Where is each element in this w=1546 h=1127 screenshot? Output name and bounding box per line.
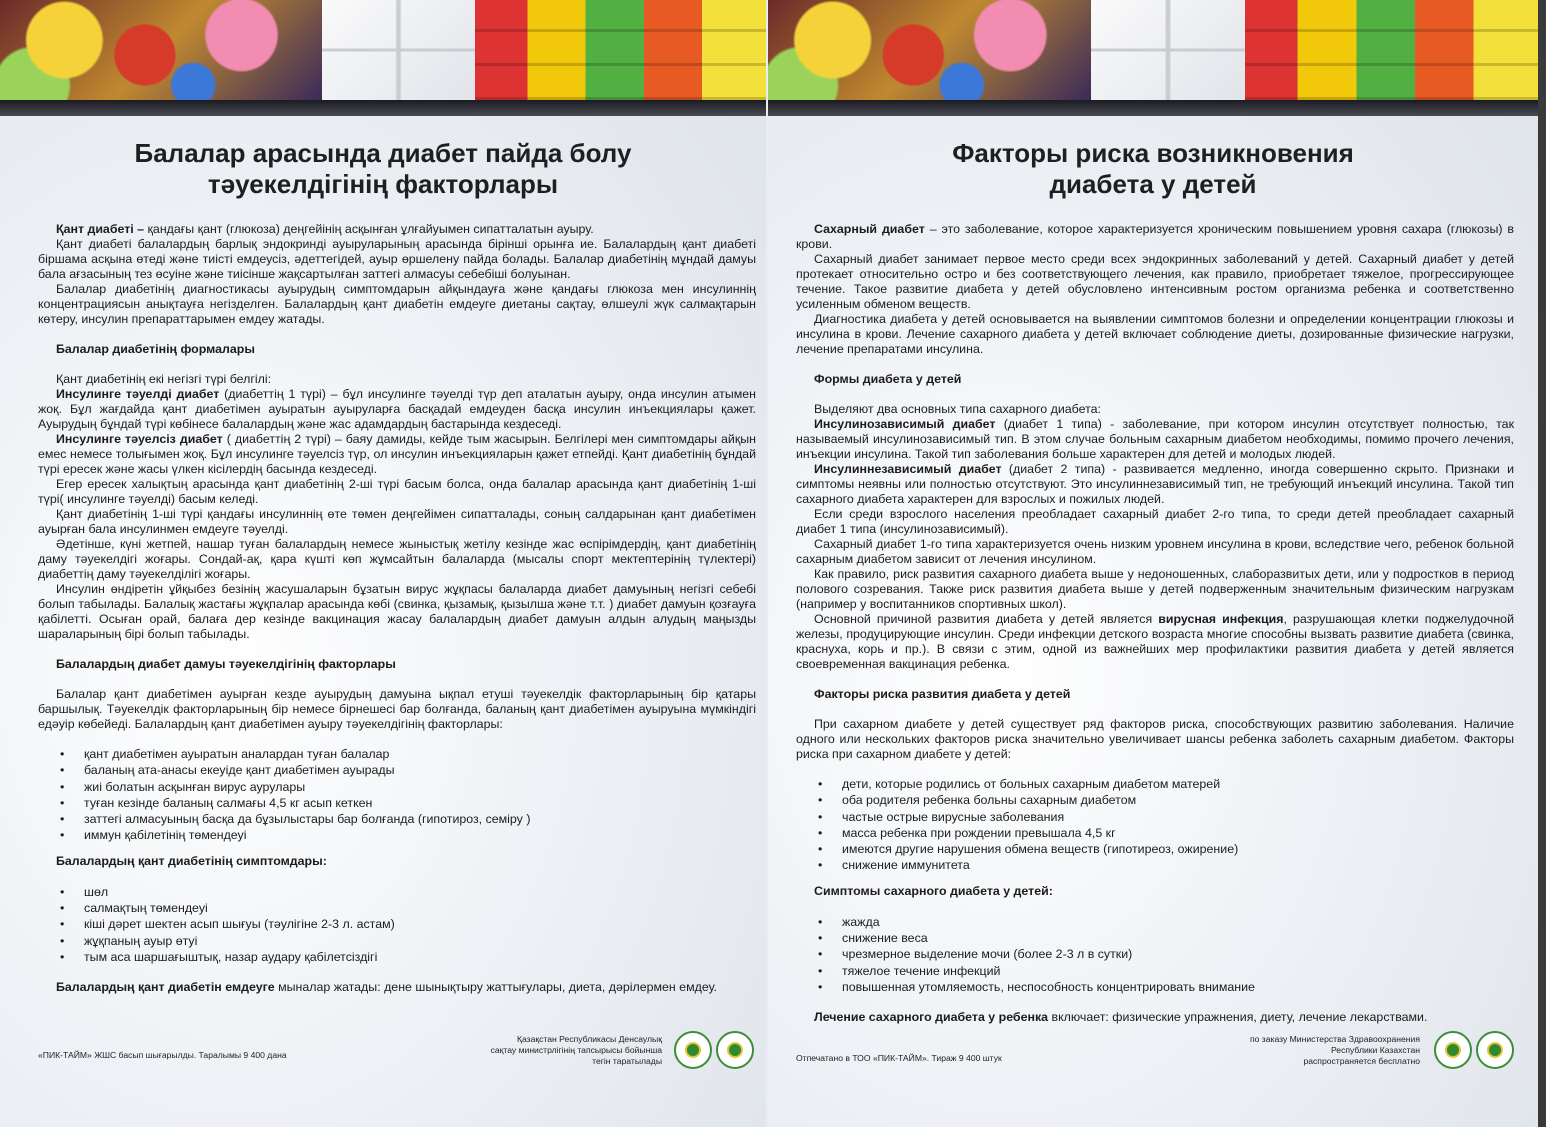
- list-item: • жиі болатын асқынған вирус аурулары: [84, 779, 756, 795]
- paragraph: Выделяют два основных типа сахарного диабета:: [814, 402, 1101, 416]
- list-item: • жажда: [842, 914, 1514, 930]
- symptoms-heading: Симптомы сахарного диабета у детей:: [814, 883, 1053, 898]
- intro-section: [796, 222, 1514, 357]
- forms-heading: Балалар диабетінің формалары: [56, 342, 255, 356]
- paragraph: Если среди взрослого населения преобладает сахарный диабет 2-го типа, то среди детей преобладает сахарный диабет 1 типа (инсулинозависимый).: [796, 507, 1514, 536]
- list-item: • баланың ата-анасы екеуіде қант диабетімен ауырады: [84, 762, 756, 778]
- list-item: • шөл: [84, 884, 756, 900]
- risk-heading: Факторы риска развития диабета у детей: [814, 687, 1071, 701]
- page-title: Факторы риска возникновения диабета у детей: [952, 138, 1354, 199]
- candy-banner-image: [0, 0, 766, 100]
- paragraph: Инсулинге тәуелсіз диабет ( диабеттің 2 түрі) – баяу дамиды, кейде тым жасырын. Белгілері мен симптомдары айқын емес немесе толығымен жоқ. Бұл инсулинге тәуелсіз түр, ол инсулин инъекцияларын қажет етпейді. Қант диабетінің бұндай түрі ересек және жасы үлкен кісілердің басында кездеседі.: [38, 432, 756, 476]
- list-item: • масса ребенка при рождении превышала 4,5 кг: [842, 825, 1514, 841]
- paragraph: Сахарный диабет – это заболевание, которое характеризуется хроническим повышением уровня сахара (глюкозы) в крови.: [796, 222, 1514, 251]
- printer-note: «ПИК-ТАЙМ» ЖШС басып шығарылды. Таралымы 9 400 дана: [38, 1050, 287, 1060]
- paragraph: Қант диабеті балалардың барлық эндокринді ауыруларының арасында бірінші орынға ие. Балалардың қант диабеті біршама асқына өтеді және тиісті емдеусіз, әдеттегідей, ауыр өршелену пайда болады. Балалар диабетінің мұндай дамуы бала ағзасының тез өсуіне және тиісінше жақсартылған заттегі алмасуы себебіші болуынан.: [38, 237, 756, 281]
- banner-band: [0, 100, 766, 116]
- distribution-note: Қазақстан Республикасы Денсаулық сақтау министрлігінің тапсырысы бойынша тегін таратылады: [490, 1034, 662, 1066]
- paragraph: Инсулинозависимый диабет (диабет 1 типа) - заболевание, при котором инсулин отсутствует полностью, так называемый инсулинозависимый тип. В этом случае больным сахарным диабетом необходимы, помимо прочего лечения, инъекции инсулина. Такой тип заболевания больше характерен для детей и молодых людей.: [796, 417, 1514, 461]
- paragraph: Қант диабеті – қандағы қант (глюкоза) деңгейінің асқынған ұлғайуымен сипатталатын ауыру.: [56, 222, 594, 236]
- list-item: • туған кезінде баланың салмағы 4,5 кг асып кеткен: [84, 795, 756, 811]
- risk-list: [796, 776, 1514, 874]
- article-body: [38, 222, 756, 995]
- list-item: • иммун қабілетінің төмендеуі: [84, 827, 756, 843]
- paragraph: Әдетінше, күні жетпей, нашар туған балалардың немесе жыныстық жетілу кезінде жас өспірімдердің, қант диабетінің даму тәуекелдігі жоғары. Сондай-ақ, қара күшті көп жұмсайтын балаларда (мысалы спорт мектептерінің түлектері) диабеттің даму тәуекелділігі жоғары.: [38, 537, 756, 581]
- symptom-list: [796, 914, 1514, 995]
- symptom-list: [38, 884, 756, 965]
- scan-edge: [1538, 0, 1546, 1127]
- list-item: • салмақтың төмендеуі: [84, 900, 756, 916]
- paragraph: Инсулинге тәуелді диабет (диабеттің 1 түрі) – бұл инсулинге тәуелді түр деп аталатын ауыру, онда инсулин атымен жоқ. Бұл жағдайда қант диабетімен ауыратын ауыруларға басқадай емдеуден басқа инсулин инъекциялары қажет. Ауырудың бұндай түрі көбінесе балалардың және жас адамдардың бастарында кездеседі.: [38, 387, 756, 431]
- list-item: • частые острые вирусные заболевания: [842, 809, 1514, 825]
- distribution-note: по заказу Министерства Здравоохранения Республики Казахстан распространяется бесплатно: [1249, 1034, 1420, 1066]
- paragraph: Қант диабетінің екі негізгі түрі белгілі:: [56, 372, 272, 386]
- paragraph: Диагностика диабета у детей основывается на выявлении симптомов болезни и определении концентрации глюкозы и инсулина в крови. Лечение сахарного диабета у детей включает соблюдение диеты, дозированные физические нагрузки, лечение препаратами инсулина.: [796, 312, 1514, 356]
- health-emblem-icon: [716, 1031, 754, 1069]
- list-item: • дети, которые родились от больных сахарным диабетом матерей: [842, 776, 1514, 792]
- printer-note: Отпечатано в ТОО «ПИК-ТАЙМ». Тираж 9 400 штук: [796, 1053, 1002, 1063]
- forms-heading: Формы диабета у детей: [814, 372, 962, 386]
- paragraph: Егер ересек халықтың арасында қант диабетінің 2-ші түрі басым болса, онда балалар арасында қант диабетінің 1-ші түрі( инсулинге тәуелді) басым келеді.: [38, 477, 756, 506]
- symptoms-heading: Балалардың қант диабетінің симптомдары:: [56, 853, 327, 868]
- paragraph: Инсулиннезависимый диабет (диабет 2 типа) - развивается медленно, иногда совершенно скрыто. Признаки и симптомы неявны или полностью отсутствуют. Это инсулиннезависимый тип, не требующий инъекций инсулина. Такой тип сахарного диабета характерен для взрослых и пожилых людей.: [796, 462, 1514, 506]
- list-item: • снижение веса: [842, 930, 1514, 946]
- page-title: Балалар арасында диабет пайда болу тәуекелдігінің факторлары: [134, 138, 632, 199]
- risk-intro: При сахарном диабете у детей существует ряд факторов риска, способствующих развитию заболевания. Наличие одного или нескольких факторов риска значительно увеличивает шансы ребенка заболеть сахарным диабетом. Факторы риска при сахарном диабете у детей:: [796, 717, 1514, 761]
- list-item: • жұқпаның ауыр өтуі: [84, 933, 756, 949]
- list-item: • оба родителя ребенка больны сахарным диабетом: [842, 792, 1514, 808]
- paragraph: Балалар диабетінің диагностикасы ауырудың симптомдарын айқындауға және қандағы глюкоза мен инсулиннің концентрациясын анықтауға негізделген. Балалардың қант диабетін емдеуге диетаны сақтау, өлшеулі жүк салмақтарын көтеру, инсулин препараттарымен емдеу жатады.: [38, 282, 756, 326]
- health-emblem-icon: [1476, 1031, 1514, 1069]
- paragraph: Основной причиной развития диабета у детей является вирусная инфекция, разрушающая клетки поджелудочной железы, продуцирующие инсулин. Среди инфекции детского возраста многие способны вызвать развитие диабета (свинка, краснуха, корь и пр.). В связи с этим, одной из важнейших мер профилактики развития диабета у детей является своевременная вакцинация ребенка.: [796, 612, 1514, 671]
- list-item: • чрезмерное выделение мочи (более 2-3 л в сутки): [842, 946, 1514, 962]
- ministry-logo-icon: [1434, 1031, 1472, 1069]
- list-item: • повышенная утомляемость, неспособность концентрировать внимание: [842, 979, 1514, 995]
- risk-heading: Балалардың диабет дамуы тәуекелдігінің факторлары: [56, 657, 396, 671]
- paragraph: Қант диабетінің 1-ші түрі қандағы инсулиннің өте төмен деңгейімен сипатталады, соның салдарынан қант диабетімен ауырған бала инсулинмен емдеуге тәуелді.: [38, 507, 756, 536]
- left-page: [0, 0, 766, 1127]
- paragraph: Инсулин өндіретін ұйқыбез безінің жасушаларын бұзатын вирус жұқпасы балаларда диабет дамуының негізгі себебі болып табылады. Балалық жастағы жұқпалар арасында көбі (свинка, қызамық, қызылша және т.т. ) диабет дамуын қозғауға қабілетті. Осыған орай, балаға дер кезінде вакцинация жасау балалардың диабет дамуын алдын алудың маңызды шараларының бірі болып табылады.: [38, 582, 756, 641]
- ministry-logo-icon: [674, 1031, 712, 1069]
- list-item: • заттегі алмасуының басқа да бұзылыстары бар болғанда (гипотироз, семіру ): [84, 811, 756, 827]
- right-page: [768, 0, 1538, 1127]
- paragraph: Сахарный диабет занимает первое место среди всех эндокринных заболеваний у детей. Сахарный диабет у детей протекает относительно остро и без соответствующего лечения, как правило, приобретает тяжелое, прогрессирующее течение. Такое развитие диабета у детей обусловлено интенсивным ростом организма ребенка и соответственно усиленным обменом веществ.: [796, 252, 1514, 311]
- list-item: • кіші дәрет шектен асып шығуы (тәулігіне 2-3 л. астам): [84, 916, 756, 932]
- list-item: • имеются другие нарушения обмена веществ (гипотиреоз, ожирение): [842, 841, 1514, 857]
- banner-band: [768, 100, 1538, 116]
- paragraph: Как правило, риск развития сахарного диабета выше у недоношенных, слаборазвитых дети, или у подростков в период полового созревания. Также риск развития диабета выше у детей подверженным значительным физическим нагрузкам (например у воспитанников спортивных школ).: [796, 567, 1514, 611]
- intro-section: [38, 222, 756, 327]
- forms-section: [38, 372, 756, 642]
- treatment-line: Лечение сахарного диабета у ребенка включает: физические упражнения, диету, лечение лекарствами.: [814, 1010, 1428, 1025]
- list-item: • тяжелое течение инфекций: [842, 963, 1514, 979]
- treatment-line: Балалардың қант диабетін емдеуге мыналар жатады: дене шынықтыру жаттығулары, диета, дәрілермен емдеу.: [56, 980, 717, 995]
- risk-intro: Балалар қант диабетімен ауырған кезде ауырудың дамуына ықпал етуші тәуекелдік факторларының бір қатары баршылық. Тәуекелдік факторларының бір немесе бірнешесі бар болғанда, баланың қант диабетімен ауыруына мүмкіндігі едәуір көбейеді. Балалардың қант диабетімен ауыру тәуекелдігінің факторлары:: [38, 687, 756, 731]
- risk-list: [38, 746, 756, 844]
- paragraph: Сахарный диабет 1-го типа характеризуется очень низким уровнем инсулина в крови, вследствие чего, ребенок больной сахарным диабетом зависит от лечения инсулином.: [796, 537, 1514, 566]
- article-body: [796, 222, 1514, 1025]
- candy-banner-image: [768, 0, 1538, 100]
- list-item: • снижение иммунитета: [842, 857, 1514, 873]
- forms-section: [796, 402, 1514, 672]
- list-item: • қант диабетімен ауыратын аналардан туған балалар: [84, 746, 756, 762]
- list-item: • тым аса шаршағыштық, назар аудару қабілетсіздігі: [84, 949, 756, 965]
